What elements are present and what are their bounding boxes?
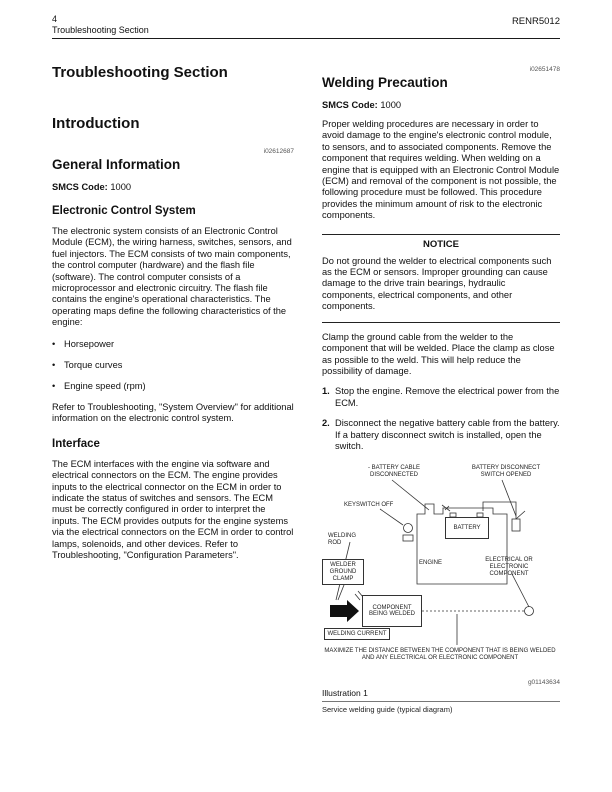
list-item	[52, 339, 294, 350]
smcs-value: 1000	[110, 182, 132, 192]
interface-heading: Interface	[52, 437, 100, 450]
component-being-welded-box: COMPONENT BEING WELDED	[362, 595, 422, 627]
ecs-bullet-list	[52, 339, 294, 393]
bullet-icon: •	[52, 381, 56, 392]
introduction-title: Introduction	[52, 115, 140, 132]
notice-box	[322, 234, 560, 323]
label-maximize-distance: MAXIMIZE THE DISTANCE BETWEEN THE COMPONENT THAT IS BEING WELDED AND ANY ELECTRICAL OR ELECTRONIC COMPONENT	[324, 648, 556, 662]
step-2	[322, 418, 560, 452]
figure-id: g01143634	[527, 679, 560, 687]
label-engine: ENGINE	[419, 560, 443, 567]
section-title: Troubleshooting Section	[52, 64, 228, 81]
interface-paragraph: The ECM interfaces with the engine via software and electrical connectors on the ECM. The engine provides inputs to the electrical connector on the ECM in order to indicate the status of switches and sensors. The ECM must be correctly configured in order to interpret the inputs. The ECM provides outputs for the engine systems via the electrical connectors on the ECM in order to control lamps, solenoids, and other devices. Refer to Troubleshooting, "Configuration Parameters".	[52, 458, 294, 560]
bullet-text: Torque curves	[64, 360, 123, 371]
general-information-heading: General Information	[52, 157, 181, 172]
step-number: 2.	[322, 418, 330, 429]
list-item	[52, 360, 294, 371]
label-electrical-component: ELECTRICAL OR ELECTRONIC COMPONENT	[485, 557, 533, 578]
label-welder-ground-clamp: WELDER GROUND CLAMP	[322, 559, 364, 585]
notice-body: Do not ground the welder to electrical components such as the ECM or sensors. Improper grounding can cause damage to the drive train bearings, hydraulic components, electrical components, and other components.	[322, 255, 552, 312]
welding-precaution-heading: Welding Precaution	[322, 75, 448, 90]
ground-clamp-symbol	[330, 600, 359, 622]
welding-paragraph-2: Clamp the ground cable from the welder to the component that will be welded. Place the clamp as close as possible to the weld. This will help reduce the possibility of damage.	[322, 331, 555, 376]
welding-current-box: WELDING CURRENT	[324, 628, 390, 640]
page-header-left	[52, 14, 149, 36]
smcs-code-right	[322, 100, 560, 110]
page-number: 4	[52, 14, 58, 24]
battery-box: BATTERY	[445, 517, 489, 539]
step-1	[322, 386, 560, 409]
ecs-heading: Electronic Control System	[52, 205, 196, 217]
step-text: Disconnect the negative battery cable from the battery. If a battery disconnect switch is installed, open the switch.	[335, 418, 560, 451]
bullet-text: Engine speed (rpm)	[64, 381, 146, 392]
bullet-text: Horsepower	[64, 338, 115, 349]
list-item	[52, 381, 294, 392]
label-keyswitch-off: KEYSWITCH OFF	[344, 502, 394, 509]
smcs-label: SMCS Code:	[322, 100, 378, 110]
notice-title: NOTICE	[423, 238, 459, 250]
left-column	[52, 40, 294, 561]
label-welding-rod: WELDING ROD	[328, 533, 357, 547]
ref-id-left: i02612687	[263, 148, 294, 155]
smcs-value: 1000	[380, 100, 402, 110]
header-rule	[52, 38, 560, 39]
header-section-title: Troubleshooting Section	[52, 25, 149, 35]
illustration-caption: Service welding guide (typical diagram)	[322, 705, 453, 715]
ecs-paragraph-2: Refer to Troubleshooting, "System Overview" for additional information on the electronic control system.	[52, 401, 294, 424]
ecs-paragraph-1: The electronic system consists of an Electronic Control Module (ECM), the wiring harness, switches, sensors, and fuel injectors. The ECM consists of two main components, the control computer (hardware) and the flash file (software). The control computer consists of a microprocessor and electronic circuitry. The flash file contains the engine's operational characteristics. The operating maps define the following characteristics of the engine:	[52, 226, 292, 328]
welding-paragraph-1: Proper welding procedures are necessary in order to avoid damage to the engine's electronic control module, to sensors, and to associated components. Remove the component that requires welding. When welding on a engine that is equipped with an Electronic Control Module (ECM) and removal of the component is not possible, the following procedure must be followed. This procedure provides the minimum amount of risk to the electronic components.	[322, 119, 560, 221]
welding-guide-diagram	[322, 464, 558, 675]
document-code: RENR5012	[511, 16, 560, 27]
smcs-code-left	[52, 182, 294, 192]
step-number: 1.	[322, 386, 330, 397]
label-switch-opened: BATTERY DISCONNECT SWITCH OPENED	[471, 465, 541, 479]
right-column	[322, 40, 560, 714]
ref-id-right: i02651478	[529, 66, 560, 73]
bullet-icon: •	[52, 338, 56, 349]
bullet-icon: •	[52, 360, 56, 371]
illustration-title: Illustration 1	[322, 688, 560, 702]
step-text: Stop the engine. Remove the electrical power from the ECM.	[335, 386, 560, 408]
label-battery-cable: - BATTERY CABLE DISCONNECTED	[367, 465, 421, 479]
smcs-label: SMCS Code:	[52, 182, 108, 192]
